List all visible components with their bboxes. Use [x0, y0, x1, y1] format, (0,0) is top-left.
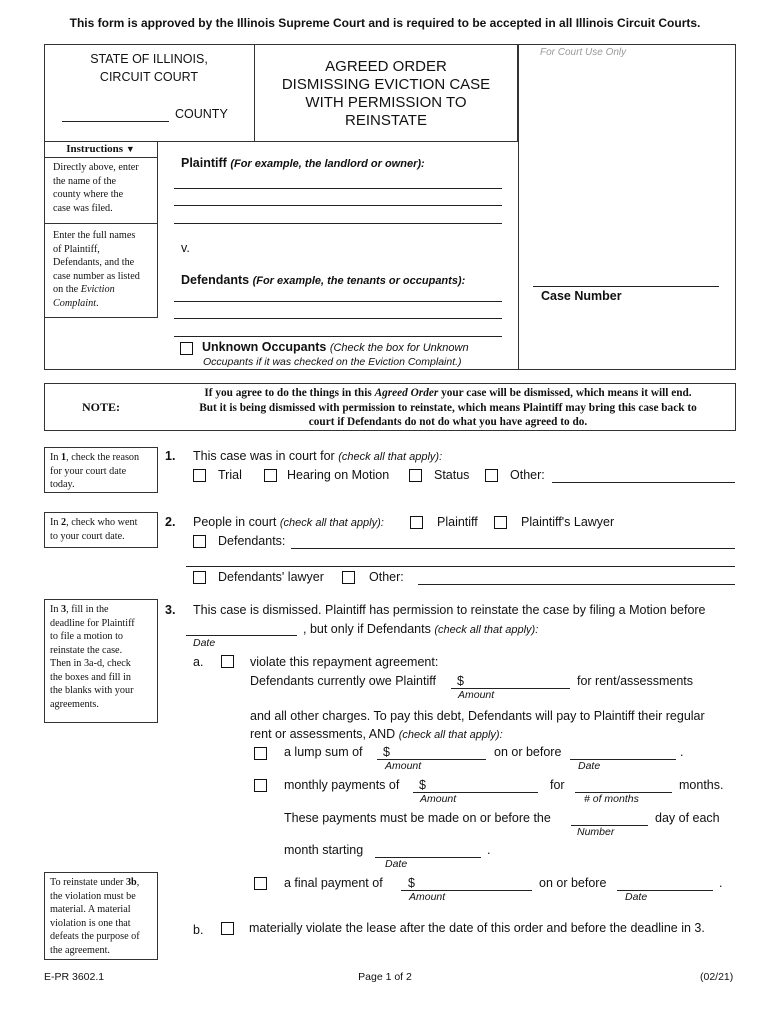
- rent-line-label: rent or assessments, AND: [250, 727, 396, 741]
- other-reason-checkbox[interactable]: [485, 469, 498, 482]
- plaintiff-present-checkbox[interactable]: [410, 516, 423, 529]
- but-only-hint: (check all that apply):: [434, 624, 539, 636]
- form-revision-date: (02/21): [700, 971, 734, 983]
- instruction-line: the name of the: [53, 175, 117, 187]
- county-label: COUNTY: [175, 107, 228, 121]
- other-present-checkbox[interactable]: [342, 571, 355, 584]
- owe-dollar-sign: $: [457, 674, 464, 688]
- side-note-line: defeats the purpose of: [50, 931, 140, 942]
- case-number-label: Case Number: [541, 289, 622, 303]
- note-line: [160, 386, 736, 401]
- lump-sum-on-or-before: on or before: [494, 745, 562, 759]
- instruction-county: [44, 158, 158, 224]
- page-number: Page 1 of 2: [358, 971, 412, 983]
- versus-label: v.: [181, 241, 190, 255]
- lump-sum-date-label: Date: [578, 760, 601, 772]
- side-note-line: [50, 876, 157, 890]
- unknown-occupants-hint: (Check the box for Unknown: [329, 342, 469, 354]
- month-starting-date-label: Date: [385, 858, 408, 870]
- side-note-line: agreements.: [50, 698, 99, 710]
- owed-amount-label: Amount: [458, 689, 495, 701]
- item3-number: 3.: [165, 603, 176, 617]
- instruction-line: case was filed.: [53, 202, 113, 214]
- side-note-line: the agreement.: [50, 944, 110, 956]
- item2-text: [193, 515, 384, 529]
- defendants-present-label: Defendants:: [218, 534, 286, 548]
- item1-hint: (check all that apply):: [338, 451, 443, 463]
- plaintiff-input-1[interactable]: [174, 188, 502, 189]
- court-use-box: [518, 44, 736, 370]
- unknown-occupants-hint-2: Occupants if it was checked on the Eviction Complaint.): [203, 356, 462, 368]
- side-note-line: to file a motion to: [50, 631, 123, 642]
- monthly-dollar-sign: $: [419, 778, 426, 792]
- other-reason-input[interactable]: [552, 482, 735, 483]
- side-note-line: Then in 3a-d, check: [50, 658, 131, 669]
- unknown-occupants-checkbox[interactable]: [180, 342, 193, 355]
- side-note-bold: 3b: [125, 877, 137, 888]
- side-note-line: the boxes and fill in: [50, 671, 131, 683]
- reinstate-deadline-date-label: Date: [193, 637, 216, 649]
- lease-violation-checkbox[interactable]: [221, 922, 234, 935]
- final-payment-period: .: [719, 876, 723, 890]
- defendants-label-text: Defendants: [181, 273, 250, 287]
- other-reason-label: Other:: [510, 468, 545, 482]
- unknown-occupants-label: [202, 340, 469, 354]
- monthly-payments-label: monthly payments of: [284, 778, 400, 792]
- payment-day-label: Number: [577, 826, 615, 838]
- lease-violation-label: materially violate the lease after the date of this order and before the deadline in 3.: [249, 921, 705, 935]
- lump-sum-checkbox[interactable]: [254, 747, 267, 760]
- plaintiff-hint: (For example, the landlord or owner):: [230, 158, 425, 170]
- plaintiff-present-label: Plaintiff: [437, 515, 478, 529]
- rent-line-text: [250, 727, 503, 741]
- note-text-part: If you agree to do the things in this: [204, 387, 375, 399]
- item3a-letter: a.: [193, 655, 204, 669]
- lump-sum-amount-label: Amount: [385, 760, 422, 772]
- monthly-amount-label: Amount: [420, 793, 457, 805]
- note-line: But it is being dismissed with permission to reinstate, which means Plaintiff may bring this case back to: [199, 401, 697, 414]
- instruction-italic: Complaint: [53, 297, 97, 309]
- hearing-on-motion-label: Hearing on Motion: [287, 468, 390, 482]
- status-label: Status: [434, 468, 470, 482]
- side-note-line: reinstate the case.: [50, 644, 123, 656]
- defendants-present-checkbox[interactable]: [193, 535, 206, 548]
- defendants-label: [181, 273, 465, 287]
- plaintiff-input-2[interactable]: [174, 205, 502, 206]
- defendants-input-3[interactable]: [174, 336, 502, 337]
- item2-hint: (check all that apply):: [279, 517, 384, 529]
- monthly-payments-checkbox[interactable]: [254, 779, 267, 792]
- note-text: [160, 386, 736, 430]
- side-note-text: In: [50, 517, 62, 528]
- note-text-part: your case will be dismissed, which means it will end.: [438, 387, 692, 399]
- final-payment-checkbox[interactable]: [254, 877, 267, 890]
- state-line1: STATE OF ILLINOIS,: [90, 52, 208, 66]
- instruction-line: case number as listed: [53, 270, 140, 282]
- instruction-text: on the: [53, 284, 81, 295]
- side-note-4: [44, 872, 158, 960]
- form-id: E-PR 3602.1: [44, 971, 105, 983]
- owe-for-label: for rent/assessments: [577, 674, 694, 688]
- side-note-text: ,: [136, 877, 140, 888]
- instruction-text: .: [96, 297, 99, 309]
- side-note-line: to your court date.: [50, 530, 125, 542]
- side-note-text: In: [50, 604, 62, 615]
- final-payment-date-label: Date: [625, 891, 648, 903]
- hearing-on-motion-checkbox[interactable]: [264, 469, 277, 482]
- but-only-label: , but only if Defendants: [303, 622, 431, 636]
- side-note-line: [50, 516, 157, 530]
- other-charges-text: and all other charges. To pay this debt, Defendants will pay to Plaintiff their regular: [250, 709, 705, 723]
- approval-notice: This form is approved by the Illinois Supreme Court and is required to be accepted in all Illinois Circuit Courts.: [69, 16, 701, 30]
- repayment-agreement-checkbox[interactable]: [221, 655, 234, 668]
- instruction-line: Directly above, enter: [53, 162, 139, 173]
- side-note-line: the blanks with your: [50, 685, 134, 696]
- item3-text: This case is dismissed. Plaintiff has permission to reinstate the case by filing a Motion before: [193, 603, 706, 617]
- payments-due-text: These payments must be made on or before the: [284, 811, 551, 825]
- instruction-italic: Eviction: [80, 284, 115, 295]
- months-label: months.: [679, 778, 724, 792]
- side-note-bold: 3: [61, 604, 67, 615]
- instructions-heading: [44, 142, 158, 158]
- instruction-line: [53, 297, 157, 311]
- lump-sum-dollar-sign: $: [383, 745, 390, 759]
- note-line: court if Defendants do not do what you have agreed to do.: [308, 416, 588, 428]
- defendants-lawyer-label: Defendants' lawyer: [218, 570, 324, 584]
- defendants-input-1[interactable]: [174, 301, 502, 302]
- instruction-line: of Plaintiff,: [53, 243, 100, 255]
- side-note-1: [44, 447, 158, 493]
- item1-number: 1.: [165, 449, 176, 463]
- side-note-line: the violation must be: [50, 890, 136, 902]
- side-note-line: material. A material: [50, 904, 131, 915]
- instruction-line: Enter the full names: [53, 230, 136, 241]
- instructions-label: Instructions: [66, 143, 124, 155]
- month-starting-label: month starting: [284, 843, 364, 857]
- defendants-lawyer-checkbox[interactable]: [193, 571, 206, 584]
- note-italic: Agreed Order: [374, 387, 439, 399]
- plaintiff-lawyer-label: Plaintiff's Lawyer: [521, 515, 615, 529]
- lump-sum-period: .: [680, 745, 684, 759]
- defendants-hint: (For example, the tenants or occupants):: [252, 275, 466, 287]
- other-present-label: Other:: [369, 570, 404, 584]
- plaintiff-label-text: Plaintiff: [181, 156, 227, 170]
- defendants-present-input-2[interactable]: [186, 566, 735, 567]
- instruction-line: [53, 283, 157, 297]
- item1-label: This case was in court for: [193, 449, 335, 463]
- side-note-line: today.: [50, 479, 75, 490]
- side-note-line: [50, 451, 157, 465]
- reinstate-deadline-input[interactable]: [186, 635, 297, 636]
- side-note-text: , check the reason: [66, 452, 140, 463]
- instruction-line: Defendants, and the: [53, 257, 135, 268]
- defendants-present-input-1[interactable]: [291, 548, 735, 549]
- title-line: AGREED ORDER: [325, 58, 447, 75]
- side-note-text: , fill in the: [66, 604, 109, 615]
- trial-checkbox[interactable]: [193, 469, 206, 482]
- form-title: [254, 58, 518, 130]
- rent-line-hint: (check all that apply):: [398, 729, 503, 741]
- number-of-months-label: # of months: [584, 793, 639, 805]
- title-line: DISMISSING EVICTION CASE: [281, 76, 491, 93]
- side-note-line: violation is one that: [50, 917, 131, 929]
- side-note-bold: 1: [61, 452, 67, 463]
- but-only-text: [303, 622, 538, 636]
- side-note-bold: 2: [61, 517, 67, 528]
- side-note-line: deadline for Plaintiff: [50, 617, 135, 629]
- currently-owe-label: Defendants currently owe Plaintiff: [250, 674, 436, 688]
- plaintiff-input-3[interactable]: [174, 223, 502, 224]
- final-payment-label: a final payment of: [284, 876, 383, 890]
- unknown-occupants-text: Unknown Occupants: [202, 340, 327, 354]
- side-note-line: for your court date: [50, 465, 127, 477]
- court-use-label: For Court Use Only: [540, 47, 627, 58]
- title-line: REINSTATE: [345, 112, 427, 129]
- item2-label: People in court: [193, 515, 277, 529]
- arrow-down-icon: ▼: [125, 144, 135, 154]
- side-note-text: To reinstate under: [50, 877, 126, 888]
- item1-text: [193, 449, 442, 463]
- item2-number: 2.: [165, 515, 176, 529]
- case-number-input[interactable]: [533, 286, 719, 287]
- trial-label: Trial: [218, 468, 242, 482]
- other-present-input[interactable]: [418, 584, 735, 585]
- side-note-text: , check who went: [66, 517, 138, 528]
- county-input[interactable]: [62, 121, 169, 122]
- status-checkbox[interactable]: [409, 469, 422, 482]
- instruction-line: county where the: [53, 189, 124, 200]
- plaintiff-lawyer-checkbox[interactable]: [494, 516, 507, 529]
- side-note-3: [44, 599, 158, 723]
- side-note-2: [44, 512, 158, 548]
- month-starting-period: .: [487, 843, 491, 857]
- final-payment-on-or-before: on or before: [539, 876, 607, 890]
- item3b-letter: b.: [193, 923, 204, 937]
- note-label: NOTE:: [82, 400, 121, 414]
- final-payment-amount-label: Amount: [409, 891, 446, 903]
- title-line: WITH PERMISSION TO: [305, 94, 467, 111]
- instruction-parties: [44, 224, 158, 318]
- side-note-text: In: [50, 452, 62, 463]
- side-note-line: [50, 603, 157, 617]
- monthly-for-label: for: [550, 778, 565, 792]
- day-of-each-label: day of each: [655, 811, 720, 825]
- repayment-agreement-label: violate this repayment agreement:: [250, 655, 439, 669]
- lump-sum-label: a lump sum of: [284, 745, 363, 759]
- plaintiff-label: [181, 156, 425, 170]
- defendants-input-2[interactable]: [174, 318, 502, 319]
- final-payment-dollar-sign: $: [408, 876, 415, 890]
- state-line2: CIRCUIT COURT: [99, 70, 199, 84]
